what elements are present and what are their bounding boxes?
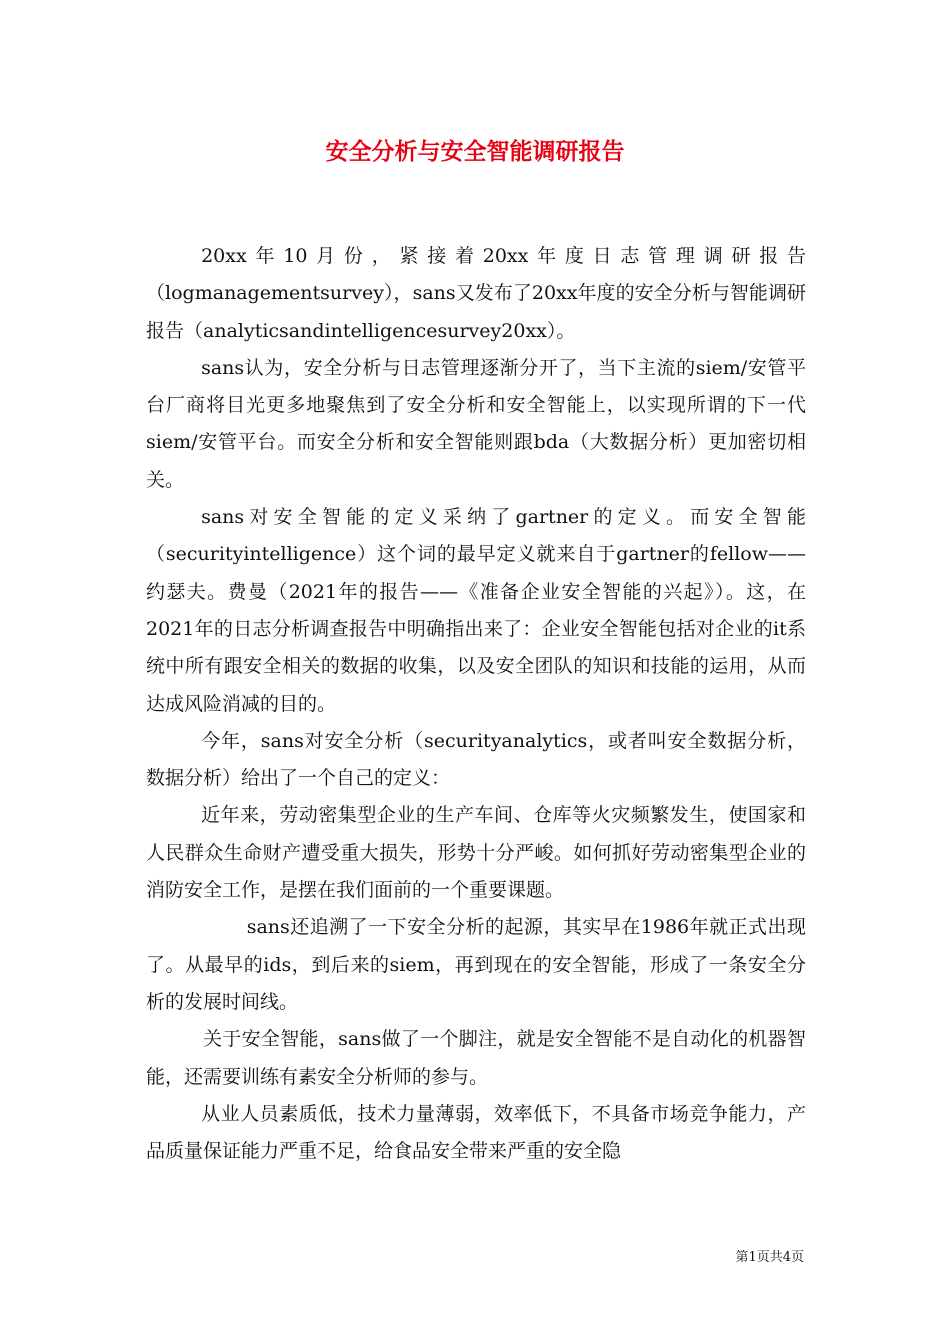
- paragraph-6: sans还追溯了一下安全分析的起源，其实早在1986年就正式出现了。从最早的ids，到后来的siem，再到现在的安全智能，形成了一条安全分析的发展时间线。: [146, 916, 806, 1013]
- paragraph-4: 今年，sans对安全分析（securityanalytics，或者叫安全数据分析，数据分析）给出了一个自己的定义：: [146, 729, 806, 790]
- paragraph-7: 关于安全智能，sans做了一个脚注，就是安全智能不是自动化的机器智能，还需要训练有素安全分析师的参与。: [146, 1028, 806, 1088]
- document-body: [146, 238, 806, 1170]
- paragraph-3: sans对安全智能的定义采纳了gartner的定义。而安全智能（securityintelligence）这个词的最早定义就来自于gartner的fellow——约瑟夫。费曼（2021年的报告——《准备企业安全智能的兴起》）。这，在2021年的日志分析调查报告中明确指出来了：企业安全智能包括对企业的it系统中所有跟安全相关的数据的收集，以及安全团队的知识和技能的运用，从而达成风险消减的目的。: [146, 506, 806, 715]
- page-title: 安全分析与安全智能调研报告: [325, 139, 625, 165]
- paragraph-2: sans认为，安全分析与日志管理逐渐分开了，当下主流的siem/安管平台厂商将目光更多地聚焦到了安全分析和安全智能上，以实现所谓的下一代siem/安管平台。而安全分析和安全智能则跟bda（大数据分析）更加密切相关。: [146, 356, 806, 491]
- page-number: 第1页共4页: [735, 1250, 804, 1265]
- paragraph-8: 从业人员素质低，技术力量薄弱，效率低下，不具备市场竞争能力，产品质量保证能力严重不足，给食品安全带来严重的安全隐: [146, 1102, 806, 1163]
- paragraph-1: 20xx年10月份，紧接着20xx年度日志管理调研报告（logmanagementsurvey），sans又发布了20xx年度的安全分析与智能调研报告（analyticsandintelligencesurvey20xx）。: [146, 245, 806, 342]
- paragraph-5: 近年来，劳动密集型企业的生产车间、仓库等火灾频繁发生，使国家和人民群众生命财产遭受重大损失，形势十分严峻。如何抓好劳动密集型企业的消防安全工作，是摆在我们面前的一个重要课题。: [146, 804, 806, 902]
